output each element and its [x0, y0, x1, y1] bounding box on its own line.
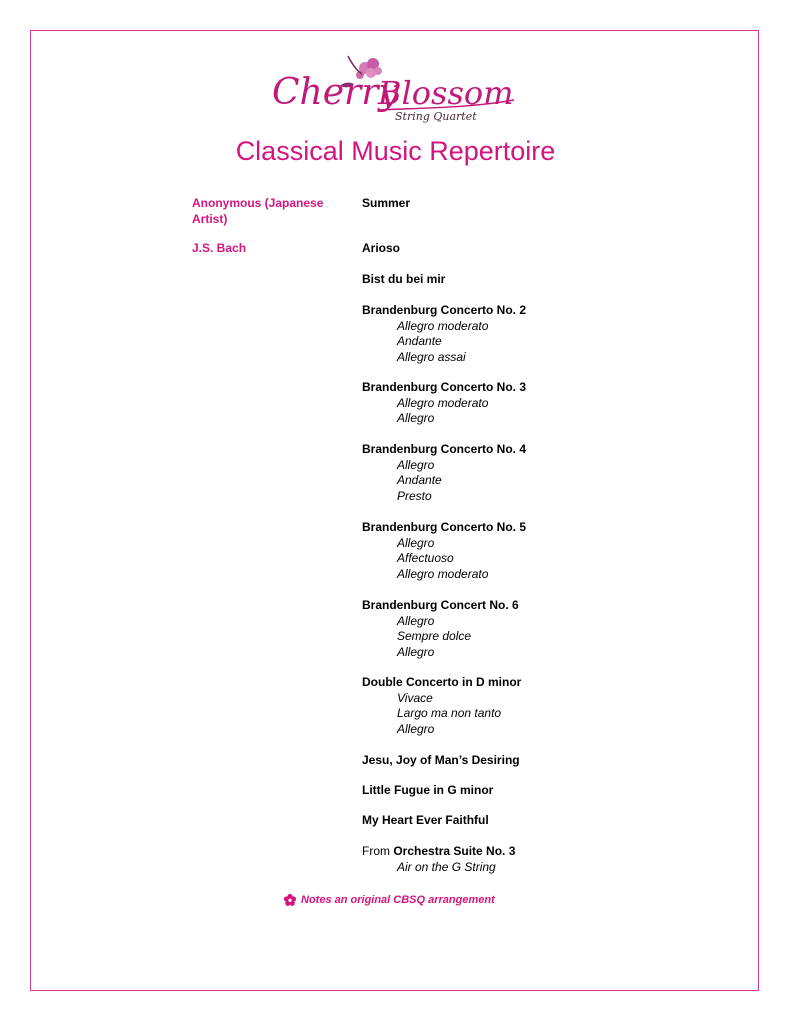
work-title: Bist du bei mir	[362, 272, 446, 286]
work-title: Brandenburg Concerto No. 2	[362, 303, 527, 317]
work-item	[362, 783, 682, 799]
movement: Allegro	[397, 457, 435, 472]
logo	[270, 48, 520, 126]
brand-name-cherry: Cherry	[272, 72, 399, 113]
work-title: Brandenburg Concerto No. 5	[362, 520, 527, 534]
work-title: Little Fugue in G minor	[362, 783, 494, 797]
movement: Allegro	[397, 613, 435, 628]
movement: Allegro	[397, 535, 435, 550]
work-title: Arioso	[362, 241, 401, 255]
work-item	[362, 844, 682, 875]
movement: Allegro assai	[397, 349, 466, 364]
movement: Affectuoso	[397, 551, 454, 565]
movement: Presto	[397, 488, 432, 503]
movement: Allegro moderato	[397, 318, 489, 333]
work-item	[362, 442, 682, 504]
blossom-icon	[283, 893, 297, 907]
footnote	[283, 893, 495, 907]
page-title: Classical Music Repertoire	[235, 136, 556, 166]
work-item	[362, 753, 682, 769]
movement: Largo ma non tanto	[397, 706, 502, 720]
work-title: Brandenburg Concert No. 6	[362, 598, 519, 612]
brand-subtitle: String Quartet	[395, 110, 477, 123]
work-item	[362, 813, 682, 829]
work-title: Brandenburg Concerto No. 4	[362, 442, 527, 456]
composer-name: J.S. Bach	[192, 241, 247, 255]
work-item	[362, 675, 682, 737]
movement: Andante	[397, 334, 442, 348]
work-title: My Heart Ever Faithful	[362, 813, 489, 827]
work-item	[362, 598, 682, 660]
movement: Allegro moderato	[397, 395, 489, 410]
work-title: Double Concerto in D minor	[362, 675, 522, 689]
movement: Allegro moderato	[397, 566, 489, 581]
work-item	[362, 520, 682, 582]
work-item	[362, 241, 682, 257]
work-title: Brandenburg Concerto No. 3	[362, 380, 527, 394]
work-item	[362, 380, 682, 427]
movement: Air on the G String	[397, 859, 496, 874]
work-title: Jesu, Joy of Man’s Desiring	[362, 753, 520, 767]
movement: Sempre dolce	[397, 629, 472, 643]
work-title: Summer	[362, 196, 411, 210]
work-item	[362, 303, 682, 365]
work-item	[362, 272, 682, 288]
work-prefix: From	[362, 844, 390, 858]
movement: Vivace	[397, 690, 433, 705]
work-item	[362, 196, 682, 212]
composer-name: Anonymous (Japanese Artist)	[192, 196, 324, 226]
movement: Allegro	[397, 721, 435, 736]
movement: Allegro	[397, 644, 435, 659]
footnote-text: Notes an original CBSQ arrangement	[301, 894, 495, 906]
movement: Andante	[397, 473, 442, 487]
brand-name-blossom: Blossom	[378, 74, 514, 112]
work-title: Orchestra Suite No. 3	[393, 844, 516, 858]
movement: Allegro	[397, 411, 435, 425]
